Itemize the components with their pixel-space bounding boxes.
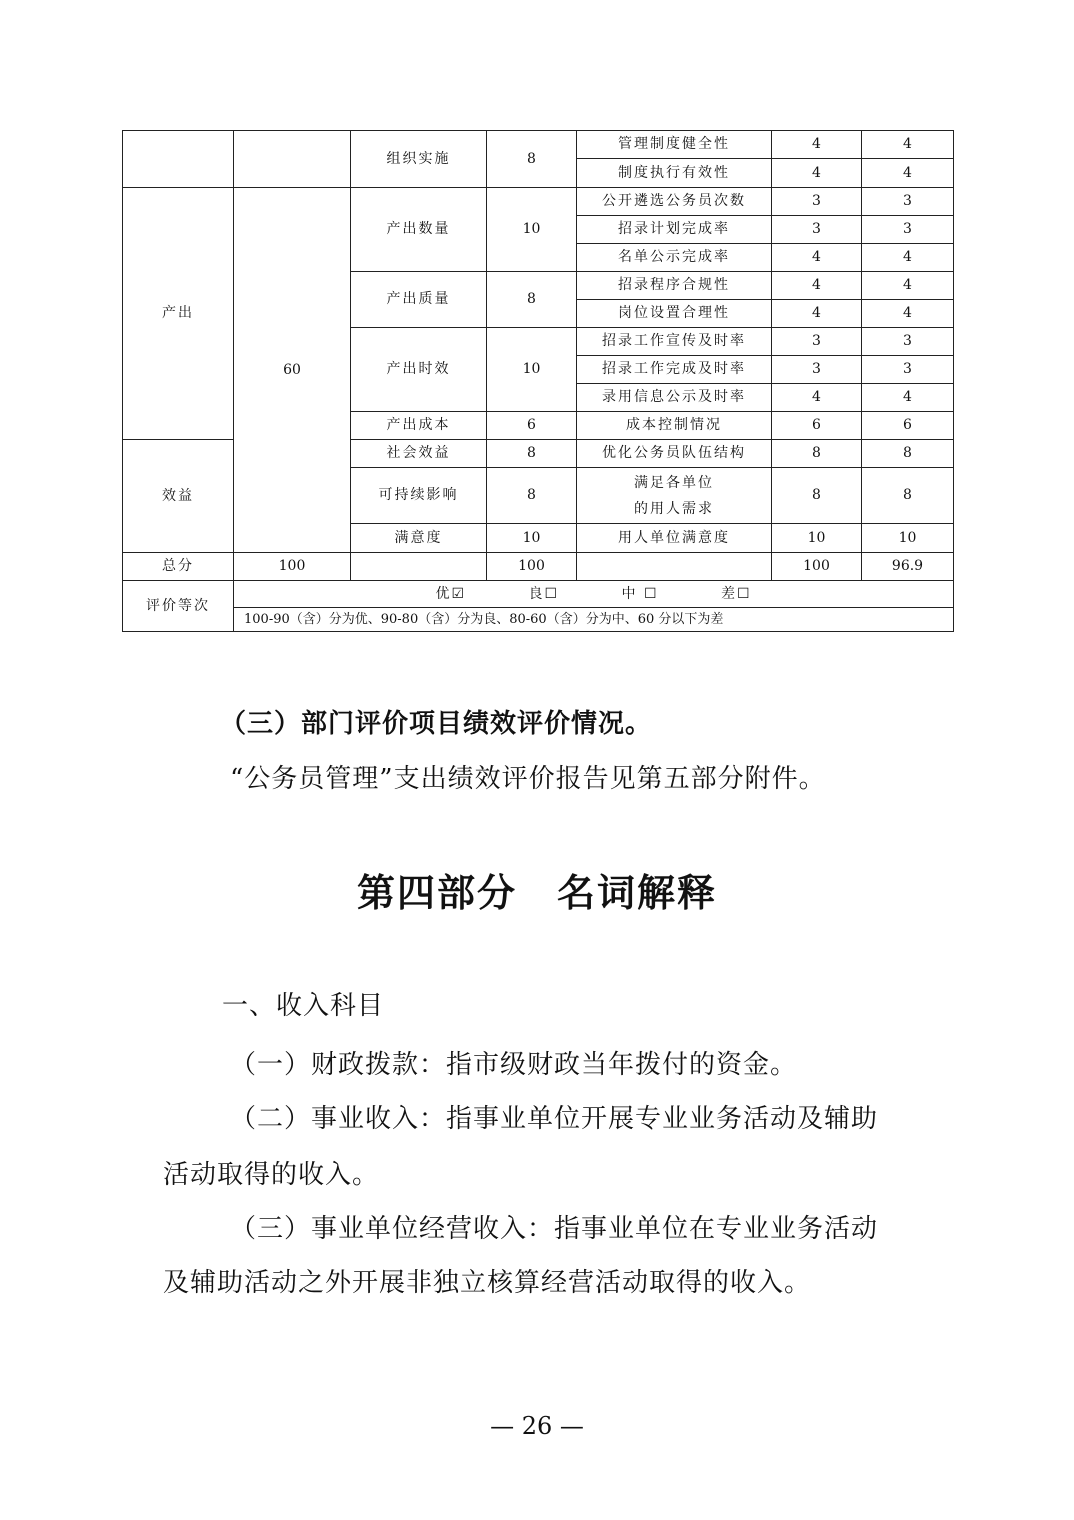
full-score-cell: 8 — [772, 468, 862, 524]
score-cell: 3 — [862, 188, 954, 216]
score-cell: 3 — [862, 328, 954, 356]
subcategory-cell: 可持续影响 — [351, 468, 487, 524]
indicator-cell: 优化公务员队伍结构 — [577, 440, 772, 468]
score-cell: 8 — [862, 468, 954, 524]
score-cell: 6 — [862, 412, 954, 440]
indicator-cell: 制度执行有效性 — [577, 159, 772, 188]
performance-score-table — [122, 130, 954, 632]
rating-option-medium: 中 ☐ — [621, 585, 659, 602]
indicator-cell: 录用信息公示及时率 — [577, 384, 772, 412]
subcategory-score-cell: 6 — [487, 412, 577, 440]
subcategory-cell: 产出时效 — [351, 328, 487, 412]
rating-note: 100-90（含）分为优、90-80（含）分为良、80-60（含）分为中、60 分以下为差 — [234, 608, 954, 632]
subcategory-cell: 产出质量 — [351, 272, 487, 328]
full-score-cell: 4 — [772, 244, 862, 272]
full-score-cell: 3 — [772, 356, 862, 384]
subcategory-score-cell: 10 — [487, 328, 577, 412]
total-subcategory-score: 100 — [487, 553, 577, 581]
full-score-cell: 3 — [772, 328, 862, 356]
score-cell: 4 — [862, 384, 954, 412]
full-score-cell: 4 — [772, 272, 862, 300]
subcategory-score-cell: 10 — [487, 188, 577, 272]
score-cell: 8 — [862, 440, 954, 468]
indicator-cell: 成本控制情况 — [577, 412, 772, 440]
category-score-cell: 60 — [234, 188, 351, 553]
indicator-line: 的用人需求 — [634, 500, 714, 517]
subcategory-score-cell: 8 — [487, 468, 577, 524]
indicator-line: 满足各单位 — [634, 474, 714, 491]
table-row — [123, 188, 954, 216]
total-label: 总分 — [123, 553, 234, 581]
subcategory-cell: 组织实施 — [351, 131, 487, 188]
indicator-cell: 招录程序合规性 — [577, 272, 772, 300]
rating-option-excellent: 优☑ — [435, 585, 467, 602]
score-cell: 4 — [862, 272, 954, 300]
rating-label: 评价等次 — [123, 581, 234, 632]
subcategory-score-cell: 8 — [487, 272, 577, 328]
income-heading: 一、收入科目 — [222, 991, 385, 1021]
full-score-cell: 3 — [772, 188, 862, 216]
total-category-score: 100 — [234, 553, 351, 581]
score-cell: 4 — [862, 131, 954, 159]
indicator-cell: 管理制度健全性 — [577, 131, 772, 159]
score-cell: 4 — [862, 300, 954, 328]
subcategory-cell: 社会效益 — [351, 440, 487, 468]
total-score: 96.9 — [862, 553, 954, 581]
indicator-cell: 招录计划完成率 — [577, 216, 772, 244]
full-score-cell: 4 — [772, 300, 862, 328]
score-cell: 4 — [862, 244, 954, 272]
rating-option-poor: 差☐ — [720, 585, 752, 602]
rating-option-good: 良☐ — [528, 585, 560, 602]
indicator-cell: 名单公示完成率 — [577, 244, 772, 272]
subcategory-cell: 满意度 — [351, 524, 487, 553]
full-score-cell: 4 — [772, 131, 862, 159]
page-number: — 26 — — [490, 1412, 584, 1440]
subcategory-score-cell: 8 — [487, 131, 577, 188]
table-row — [123, 131, 954, 159]
score-cell: 4 — [862, 159, 954, 188]
definition-item-3-line-2: 及辅助活动之外开展非独立核算经营活动取得的收入。 — [163, 1268, 812, 1298]
full-score-cell: 10 — [772, 524, 862, 553]
category-cell-output: 产出 — [123, 188, 234, 440]
full-score-cell: 4 — [772, 159, 862, 188]
indicator-cell: 招录工作宣传及时率 — [577, 328, 772, 356]
full-score-cell: 8 — [772, 440, 862, 468]
category-cell-benefit: 效益 — [123, 440, 234, 553]
indicator-cell — [577, 468, 772, 524]
score-cell: 3 — [862, 216, 954, 244]
score-cell: 10 — [862, 524, 954, 553]
total-full-score: 100 — [772, 553, 862, 581]
rating-row — [123, 581, 954, 608]
definition-item-2-line-1: （二）事业收入：指事业单位开展专业业务活动及辅助 — [230, 1104, 879, 1134]
indicator-cell: 招录工作完成及时率 — [577, 356, 772, 384]
indicator-cell: 公开遴选公务员次数 — [577, 188, 772, 216]
section-paragraph: “公务员管理”支出绩效评价报告见第五部分附件。 — [230, 764, 826, 794]
indicator-cell: 岗位设置合理性 — [577, 300, 772, 328]
subcategory-score-cell: 8 — [487, 440, 577, 468]
score-cell: 3 — [862, 356, 954, 384]
definition-item-1: （一）财政拨款：指市级财政当年拨付的资金。 — [230, 1050, 798, 1080]
full-score-cell: 6 — [772, 412, 862, 440]
subcategory-cell: 产出成本 — [351, 412, 487, 440]
total-row — [123, 553, 954, 581]
full-score-cell: 3 — [772, 216, 862, 244]
indicator-cell: 用人单位满意度 — [577, 524, 772, 553]
subcategory-score-cell: 10 — [487, 524, 577, 553]
section-heading: （三）部门评价项目绩效评价情况。 — [220, 709, 653, 739]
full-score-cell: 4 — [772, 384, 862, 412]
rating-options — [234, 581, 954, 608]
subcategory-cell: 产出数量 — [351, 188, 487, 272]
definition-item-2-line-2: 活动取得的收入。 — [163, 1160, 380, 1190]
rating-note-row — [123, 608, 954, 632]
definition-item-3-line-1: （三）事业单位经营收入：指事业单位在专业业务活动 — [230, 1214, 879, 1244]
part-title: 第四部分 名词解释 — [356, 870, 717, 915]
